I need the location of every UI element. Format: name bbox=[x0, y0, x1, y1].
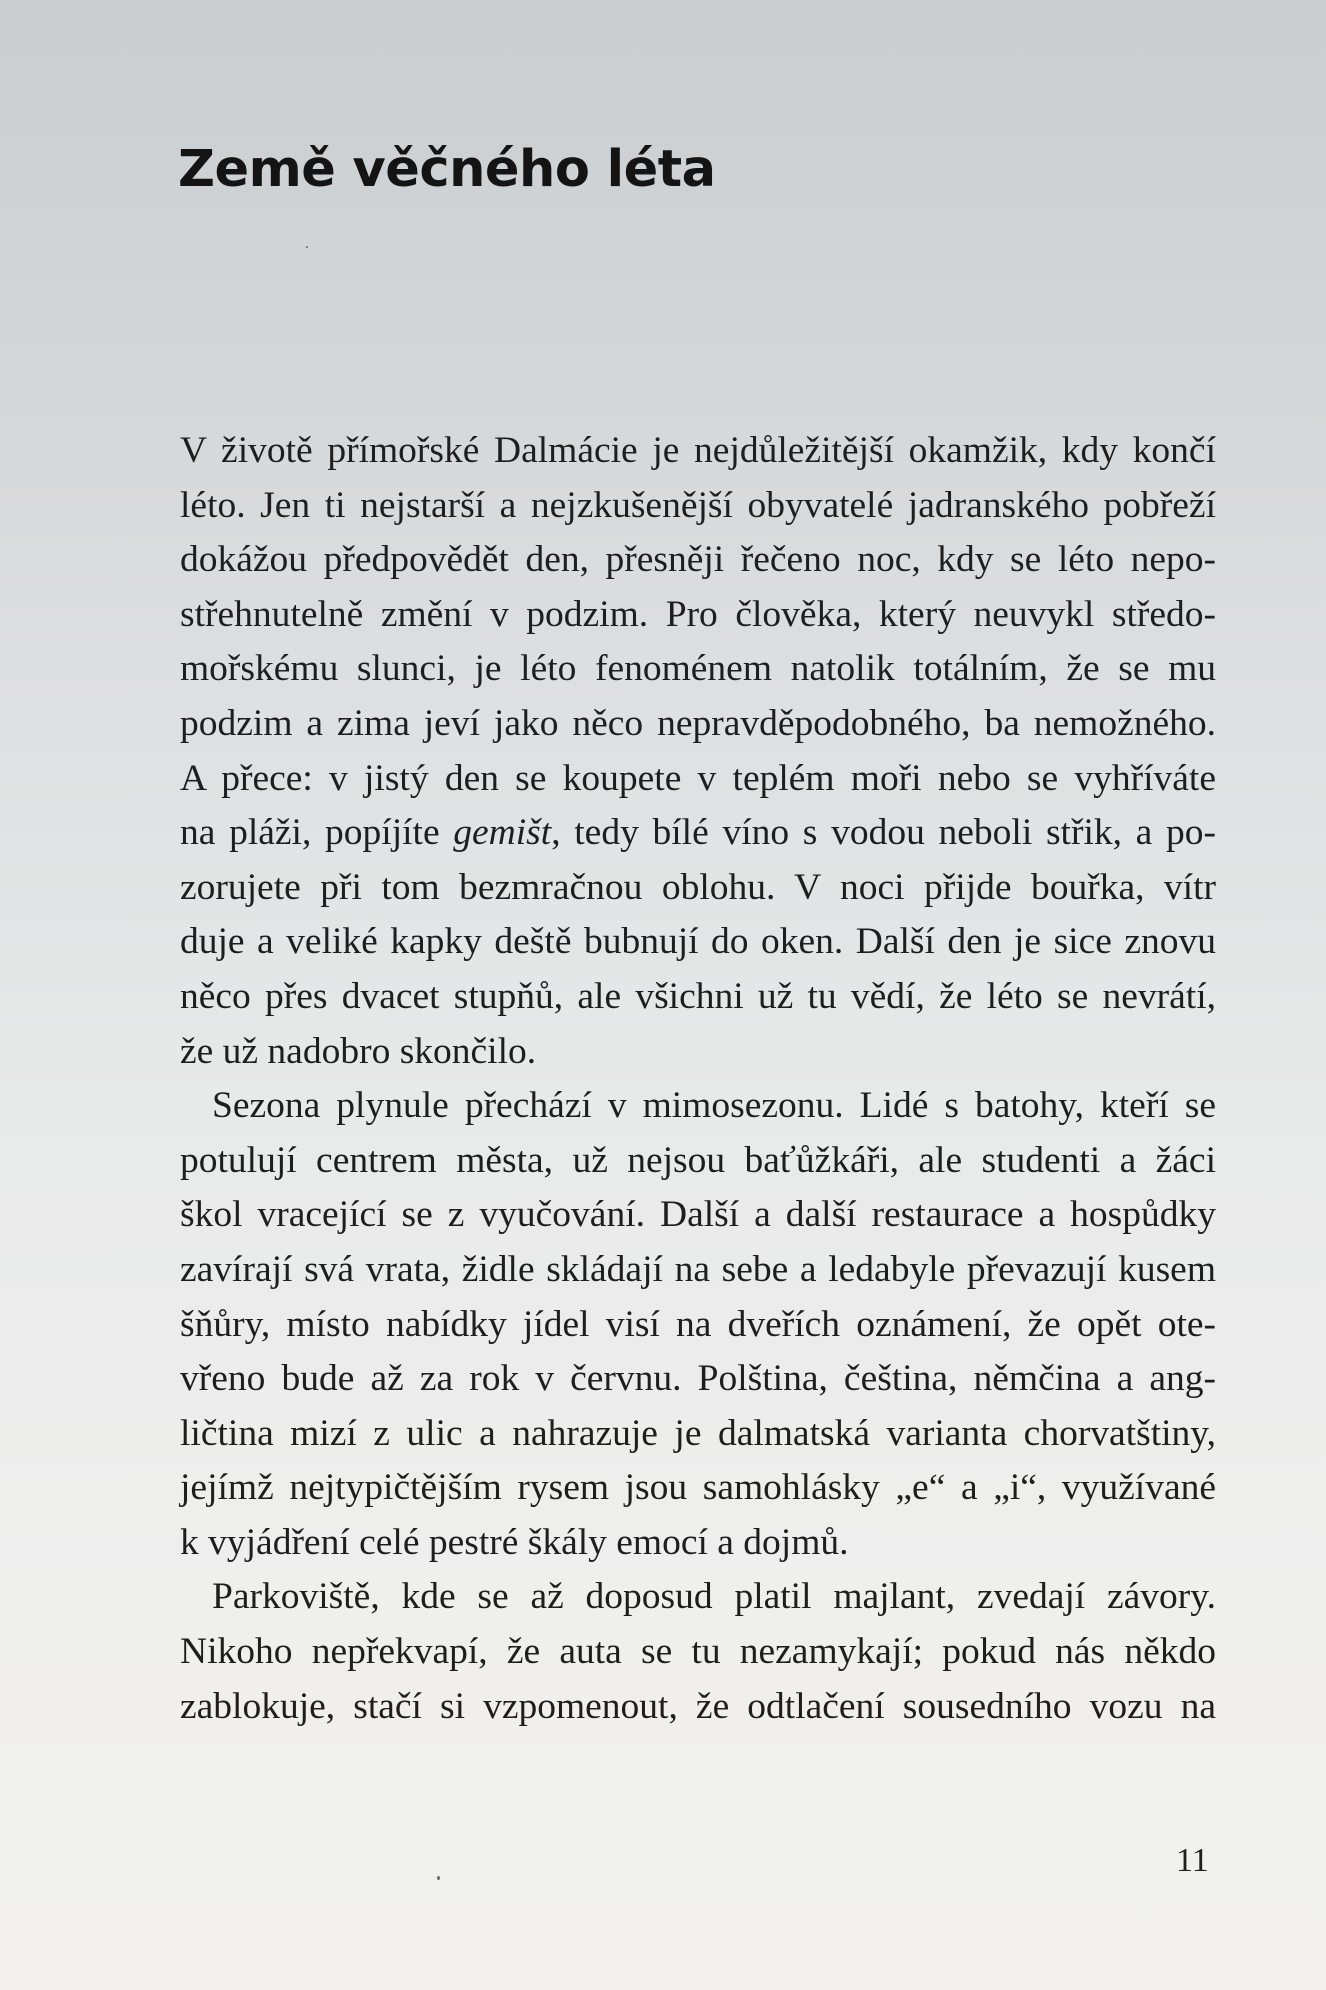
text-line: zavírají svá vrata, židle skládají na sebe a ledabyle převazují kusem bbox=[180, 1248, 1216, 1290]
text-segment: na pláži, popíjíte bbox=[180, 812, 454, 854]
body-text bbox=[180, 424, 1216, 1734]
text-line: střehnutelně změní v podzim. Pro člověka, který neuvykl středo- bbox=[180, 593, 1216, 635]
text-line: vřeno bude až za rok v červnu. Polština, čeština, němčina a ang- bbox=[180, 1358, 1216, 1400]
print-speck bbox=[437, 1876, 440, 1880]
text-line: potulují centrem města, už nejsou baťůžkáři, ale studenti a žáci bbox=[180, 1139, 1216, 1181]
text-line: škol vracející se z vyučování. Další a další restaurace a hospůdky bbox=[180, 1194, 1216, 1236]
text-line: Nikoho nepřekvapí, že auta se tu nezamykají; pokud nás někdo bbox=[180, 1631, 1216, 1673]
text-line: ličtina mizí z ulic a nahrazuje je dalmatská varianta chorvatštiny, bbox=[180, 1412, 1216, 1454]
text-line: Parkoviště, kde se až doposud platil majlant, zvedají závory. bbox=[212, 1576, 1216, 1618]
page-number: 11 bbox=[1176, 1842, 1209, 1879]
text-line: jejímž nejtypičtějším rysem jsou samohlásky „e“ a „i“, využívané bbox=[180, 1467, 1216, 1509]
text-line-with-italic bbox=[180, 806, 1216, 861]
text-line: zorujete při tom bezmračnou oblohu. V noci přijde bouřka, vítr bbox=[180, 866, 1216, 908]
text-line: A přece: v jistý den se koupete v teplém moři nebo se vyhříváte bbox=[180, 757, 1216, 799]
text-line: k vyjádření celé pestré škály emocí a dojmů. bbox=[180, 1521, 849, 1563]
text-line: podzim a zima jeví jako něco nepravděpodobného, ba nemožného. bbox=[180, 702, 1216, 744]
text-line: léto. Jen ti nejstarší a nejzkušenější obyvatelé jadranského pobřeží bbox=[180, 484, 1216, 526]
text-line: dokážou předpovědět den, přesněji řečeno noc, kdy se léto nepo- bbox=[180, 539, 1216, 581]
paragraph-3 bbox=[180, 1570, 1216, 1734]
print-speck bbox=[306, 246, 308, 248]
text-segment: , tedy bílé víno s vodou neboli střik, a po- bbox=[551, 812, 1216, 854]
text-line: zablokuje, stačí si vzpomenout, že odtlačení sousedního vozu na bbox=[180, 1685, 1216, 1727]
text-line: mořskému slunci, je léto fenoménem natolik totálním, že se mu bbox=[180, 648, 1216, 690]
text-line: V životě přímořské Dalmácie je nejdůležitější okamžik, kdy končí bbox=[180, 430, 1216, 471]
italic-term: gemišt bbox=[453, 812, 552, 854]
text-line: šňůry, místo nabídky jídel visí na dveřích oznámení, že opět ote- bbox=[180, 1303, 1216, 1345]
text-line: že už nadobro skončilo. bbox=[180, 1030, 537, 1072]
text-line: Sezona plynule přechází v mimosezonu. Lidé s batohy, kteří se bbox=[212, 1085, 1216, 1127]
paragraph-1 bbox=[180, 424, 1216, 1079]
text-line: něco přes dvacet stupňů, ale všichni už tu vědí, že léto se nevrátí, bbox=[180, 975, 1216, 1017]
paragraph-2 bbox=[180, 1079, 1216, 1570]
text-line: duje a veliké kapky deště bubnují do oken. Další den je sice znovu bbox=[180, 921, 1216, 963]
chapter-title: Země věčného léta bbox=[178, 140, 716, 199]
